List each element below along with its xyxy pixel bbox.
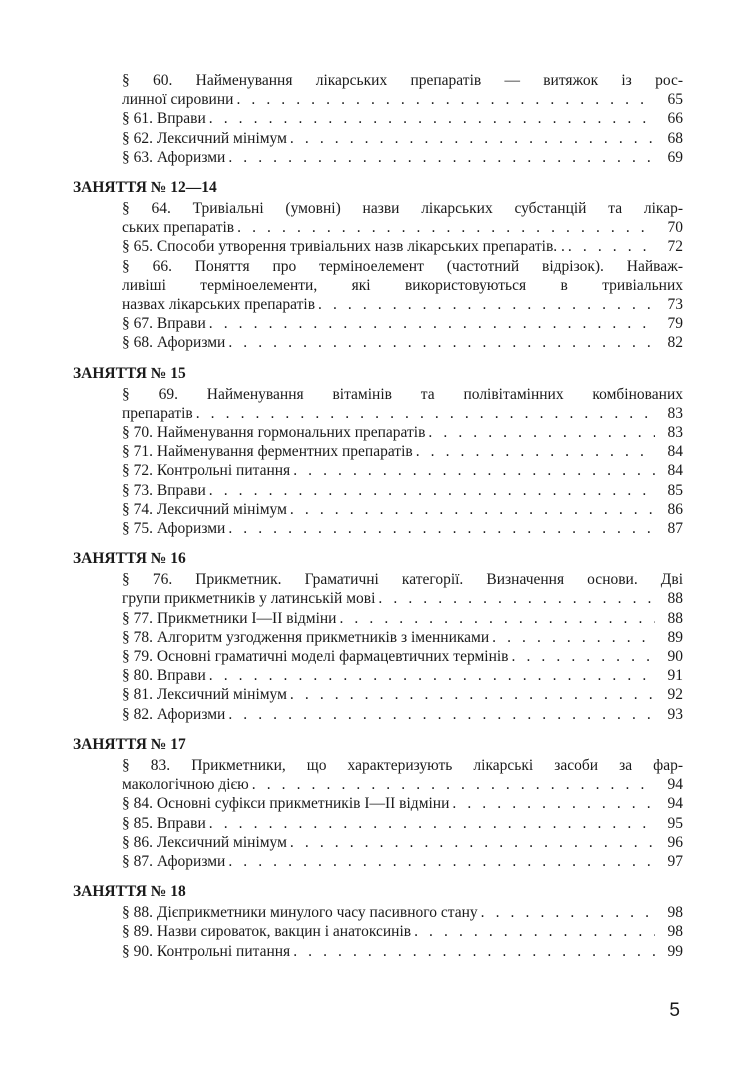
dot-leader: [428, 423, 655, 442]
toc-page-number: 84: [667, 462, 683, 480]
dot-leader: [228, 705, 655, 724]
toc-entry-title-line: § 65. Способи утворення тривіальних назв лікарських препаратів. .: [122, 238, 565, 256]
toc-page-number: 82: [667, 334, 683, 352]
toc-entry-row: [122, 442, 683, 461]
toc-entry-title-line: макологічною дією: [122, 776, 249, 794]
toc-entry[interactable]: [122, 705, 683, 724]
toc-entry-title-line: § 83. Прикметники, що характеризують лікарські засоби за фар-: [122, 756, 683, 774]
toc-entry-row: [122, 109, 683, 128]
toc-section: [73, 549, 683, 724]
toc-entry[interactable]: [122, 609, 683, 628]
toc-entry-title-line: § 84. Основні суфікси прикметників I—II відміни: [122, 795, 450, 813]
toc-entry-row: [122, 942, 683, 961]
toc-entry-row: [122, 628, 683, 647]
toc-page-number: 99: [667, 942, 683, 960]
toc-entry-row: [122, 814, 683, 833]
toc-entry-title-line: § 73. Вправи: [122, 481, 206, 499]
toc-page-number: 94: [667, 776, 683, 794]
dot-leader: [568, 237, 655, 256]
toc-entry-row: [122, 481, 683, 500]
toc-entry[interactable]: [122, 814, 683, 833]
toc-page-number: 88: [667, 590, 683, 608]
toc-entry[interactable]: [122, 942, 683, 961]
toc-entry-title-line: § 72. Контрольні питання: [122, 462, 291, 480]
dot-leader: [414, 922, 655, 941]
toc-entry[interactable]: [122, 685, 683, 704]
dot-leader: [209, 314, 655, 333]
toc-page-number: 88: [667, 609, 683, 627]
toc-section: [73, 882, 683, 961]
toc-entry-title-line: назвах лікарських препаратів: [122, 296, 316, 314]
toc-entry-row: [122, 295, 683, 314]
toc-entry-row: [122, 314, 683, 333]
toc-entry-row: [122, 794, 683, 813]
toc-entry-title-line: ських препаратів: [122, 219, 235, 237]
dot-leader: [293, 461, 655, 480]
toc-page-number: 68: [667, 129, 683, 147]
dot-leader: [290, 500, 655, 519]
toc-section: [73, 178, 683, 353]
toc-entry-row: [122, 90, 683, 109]
toc-page-number: 98: [667, 923, 683, 941]
toc-page-number: 65: [667, 91, 683, 109]
toc-page-number: 79: [667, 315, 683, 333]
toc-entry[interactable]: [122, 314, 683, 333]
dot-leader: [378, 589, 655, 608]
toc-entry-row: [122, 922, 683, 941]
toc-page-number: 73: [667, 296, 683, 314]
toc-entry[interactable]: [122, 385, 683, 423]
toc-entry-row: [122, 852, 683, 871]
toc-entry-title-line: § 88. Дієприкметники минулого часу пасивного стану: [122, 904, 478, 922]
toc-entry[interactable]: [122, 237, 683, 256]
section-heading: ЗАНЯТТЯ № 16: [73, 550, 186, 568]
toc-entry[interactable]: [122, 756, 683, 794]
toc-entry[interactable]: [122, 666, 683, 685]
dot-leader: [290, 833, 655, 852]
toc-page-number: 70: [667, 219, 683, 237]
toc-entry-title-line: § 89. Назви сироваток, вакцин і анатоксинів: [122, 923, 412, 941]
toc-page-number: 96: [667, 833, 683, 851]
toc-entry-title-line: препаратів: [122, 404, 193, 422]
dot-leader: [196, 404, 655, 423]
dot-leader: [290, 129, 655, 148]
toc-entry-title-line: § 62. Лексичний мінімум: [122, 129, 287, 147]
toc-entry-title-line: § 75. Афоризми: [122, 520, 226, 538]
toc-entry[interactable]: [122, 833, 683, 852]
toc-page-number: 66: [667, 110, 683, 128]
toc-entry-row: [122, 461, 683, 480]
dot-leader: [228, 333, 655, 352]
toc-page-number: 84: [667, 443, 683, 461]
toc-entry[interactable]: [122, 481, 683, 500]
toc-entry[interactable]: [122, 257, 683, 315]
toc-entry[interactable]: [122, 423, 683, 442]
toc-entry-title-line: § 61. Вправи: [122, 110, 206, 128]
section-heading: ЗАНЯТТЯ № 18: [73, 883, 186, 901]
toc-page-number: 93: [667, 705, 683, 723]
toc-entry-row: [122, 423, 683, 442]
toc-entry-row: [122, 589, 683, 608]
toc-section: [73, 71, 683, 167]
toc-page-number: 72: [667, 238, 683, 256]
dot-leader: [228, 852, 655, 871]
dot-leader: [252, 775, 655, 794]
toc-entry[interactable]: [122, 852, 683, 871]
page-number: 5: [669, 1000, 680, 1021]
section-heading: ЗАНЯТТЯ № 12—14: [73, 179, 217, 197]
toc-entry[interactable]: [122, 109, 683, 128]
dot-leader: [512, 647, 655, 666]
toc-entry[interactable]: [122, 794, 683, 813]
toc-entry-title-line: § 81. Лексичний мінімум: [122, 686, 287, 704]
toc-entry-title-line: § 82. Афоризми: [122, 705, 226, 723]
toc-entry[interactable]: [122, 333, 683, 352]
toc-page-number: 94: [667, 795, 683, 813]
toc-entry[interactable]: [122, 570, 683, 608]
toc-entry-title-line: § 67. Вправи: [122, 315, 206, 333]
toc-entry-title-line: ливіші терміноелементи, які використовуються в тривіальних: [122, 276, 683, 294]
dot-leader: [209, 814, 655, 833]
toc-entry-row: [122, 833, 683, 852]
dot-leader: [452, 794, 655, 813]
toc-entry-title-line: групи прикметників у латинській мові: [122, 590, 376, 608]
toc-entry-row: [122, 775, 683, 794]
toc-entry-title-line: § 64. Тривіальні (умовні) назви лікарських субстанцій та лікар-: [122, 200, 683, 218]
toc-entry[interactable]: [122, 129, 683, 148]
toc-page-number: 87: [667, 520, 683, 538]
toc-entry[interactable]: [122, 500, 683, 519]
dot-leader: [492, 628, 655, 647]
toc-entry[interactable]: [122, 442, 683, 461]
toc-entry-title-line: § 74. Лексичний мінімум: [122, 500, 287, 518]
toc-page-number: 83: [667, 404, 683, 422]
toc-entry-row: [122, 129, 683, 148]
table-of-contents: [73, 71, 683, 972]
toc-entry[interactable]: [122, 71, 683, 109]
toc-entry[interactable]: [122, 922, 683, 941]
dot-leader: [237, 218, 655, 237]
toc-entry[interactable]: [122, 461, 683, 480]
dot-leader: [236, 90, 655, 109]
toc-entry[interactable]: [122, 199, 683, 237]
toc-entry-title-line: § 71. Найменування ферментних препаратів: [122, 443, 413, 461]
toc-entry-title-line: § 78. Алгоритм узгодження прикметників з іменниками: [122, 628, 490, 646]
toc-entry-row: [122, 333, 683, 352]
toc-entry-row: [122, 666, 683, 685]
dot-leader: [339, 609, 655, 628]
toc-entry-row: [122, 237, 683, 256]
toc-entry-title-line: § 68. Афоризми: [122, 334, 226, 352]
toc-entry-title-line: § 69. Найменування вітамінів та полівітамінних комбінованих: [122, 385, 683, 403]
dot-leader: [293, 942, 655, 961]
toc-page-number: 86: [667, 500, 683, 518]
toc-page-number: 92: [667, 686, 683, 704]
toc-page-number: 95: [667, 814, 683, 832]
toc-entry-row: [122, 903, 683, 922]
toc-entry-title-line: § 86. Лексичний мінімум: [122, 833, 287, 851]
toc-entry-row: [122, 647, 683, 666]
toc-entry-row: [122, 685, 683, 704]
toc-entry-row: [122, 705, 683, 724]
section-heading: ЗАНЯТТЯ № 15: [73, 364, 186, 382]
dot-leader: [318, 295, 655, 314]
toc-entry-title-line: § 76. Прикметник. Граматичні категорії. Визначення основи. Дві: [122, 571, 683, 589]
toc-entry-row: [122, 609, 683, 628]
toc-page-number: 91: [667, 667, 683, 685]
toc-entry-row: [122, 404, 683, 423]
toc-page-number: 97: [667, 852, 683, 870]
dot-leader: [416, 442, 655, 461]
dot-leader: [209, 666, 655, 685]
toc-page-number: 89: [667, 628, 683, 646]
toc-entry[interactable]: [122, 628, 683, 647]
dot-leader: [209, 109, 655, 128]
toc-entry-title-line: § 85. Вправи: [122, 814, 206, 832]
toc-entry-title-line: § 70. Найменування гормональних препаратів: [122, 424, 426, 442]
toc-entry-row: [122, 500, 683, 519]
toc-entry-title-line: линної сировини: [122, 91, 234, 109]
toc-page-number: 85: [667, 481, 683, 499]
dot-leader: [481, 903, 655, 922]
toc-entry-row: [122, 519, 683, 538]
toc-entry-title-line: § 60. Найменування лікарських препаратів — витяжок із рос-: [122, 72, 683, 89]
dot-leader: [209, 481, 655, 500]
toc-page-number: 90: [667, 648, 683, 666]
toc-entry-title-line: § 63. Афоризми: [122, 148, 226, 166]
toc-entry[interactable]: [122, 148, 683, 167]
toc-entry-row: [122, 148, 683, 167]
toc-section: [73, 364, 683, 539]
dot-leader: [290, 685, 655, 704]
toc-entry-title-line: § 77. Прикметники I—II відміни: [122, 609, 337, 627]
toc-entry-title-line: § 80. Вправи: [122, 667, 206, 685]
toc-entry[interactable]: [122, 903, 683, 922]
toc-entry-title-line: § 87. Афоризми: [122, 852, 226, 870]
toc-page-number: 98: [667, 904, 683, 922]
toc-entry[interactable]: [122, 519, 683, 538]
section-heading: ЗАНЯТТЯ № 17: [73, 735, 186, 753]
dot-leader: [228, 519, 655, 538]
toc-entry-row: [122, 218, 683, 237]
toc-section: [73, 735, 683, 871]
toc-entry-title-line: § 90. Контрольні питання: [122, 942, 291, 960]
dot-leader: [228, 148, 655, 167]
toc-entry-title-line: § 66. Поняття про терміноелемент (частотний відрізок). Найваж-: [122, 257, 683, 275]
toc-entry[interactable]: [122, 647, 683, 666]
toc-entry-title-line: § 79. Основні граматичні моделі фармацевтичних термінів: [122, 648, 509, 666]
toc-page-number: 83: [667, 424, 683, 442]
toc-page-number: 69: [667, 148, 683, 166]
